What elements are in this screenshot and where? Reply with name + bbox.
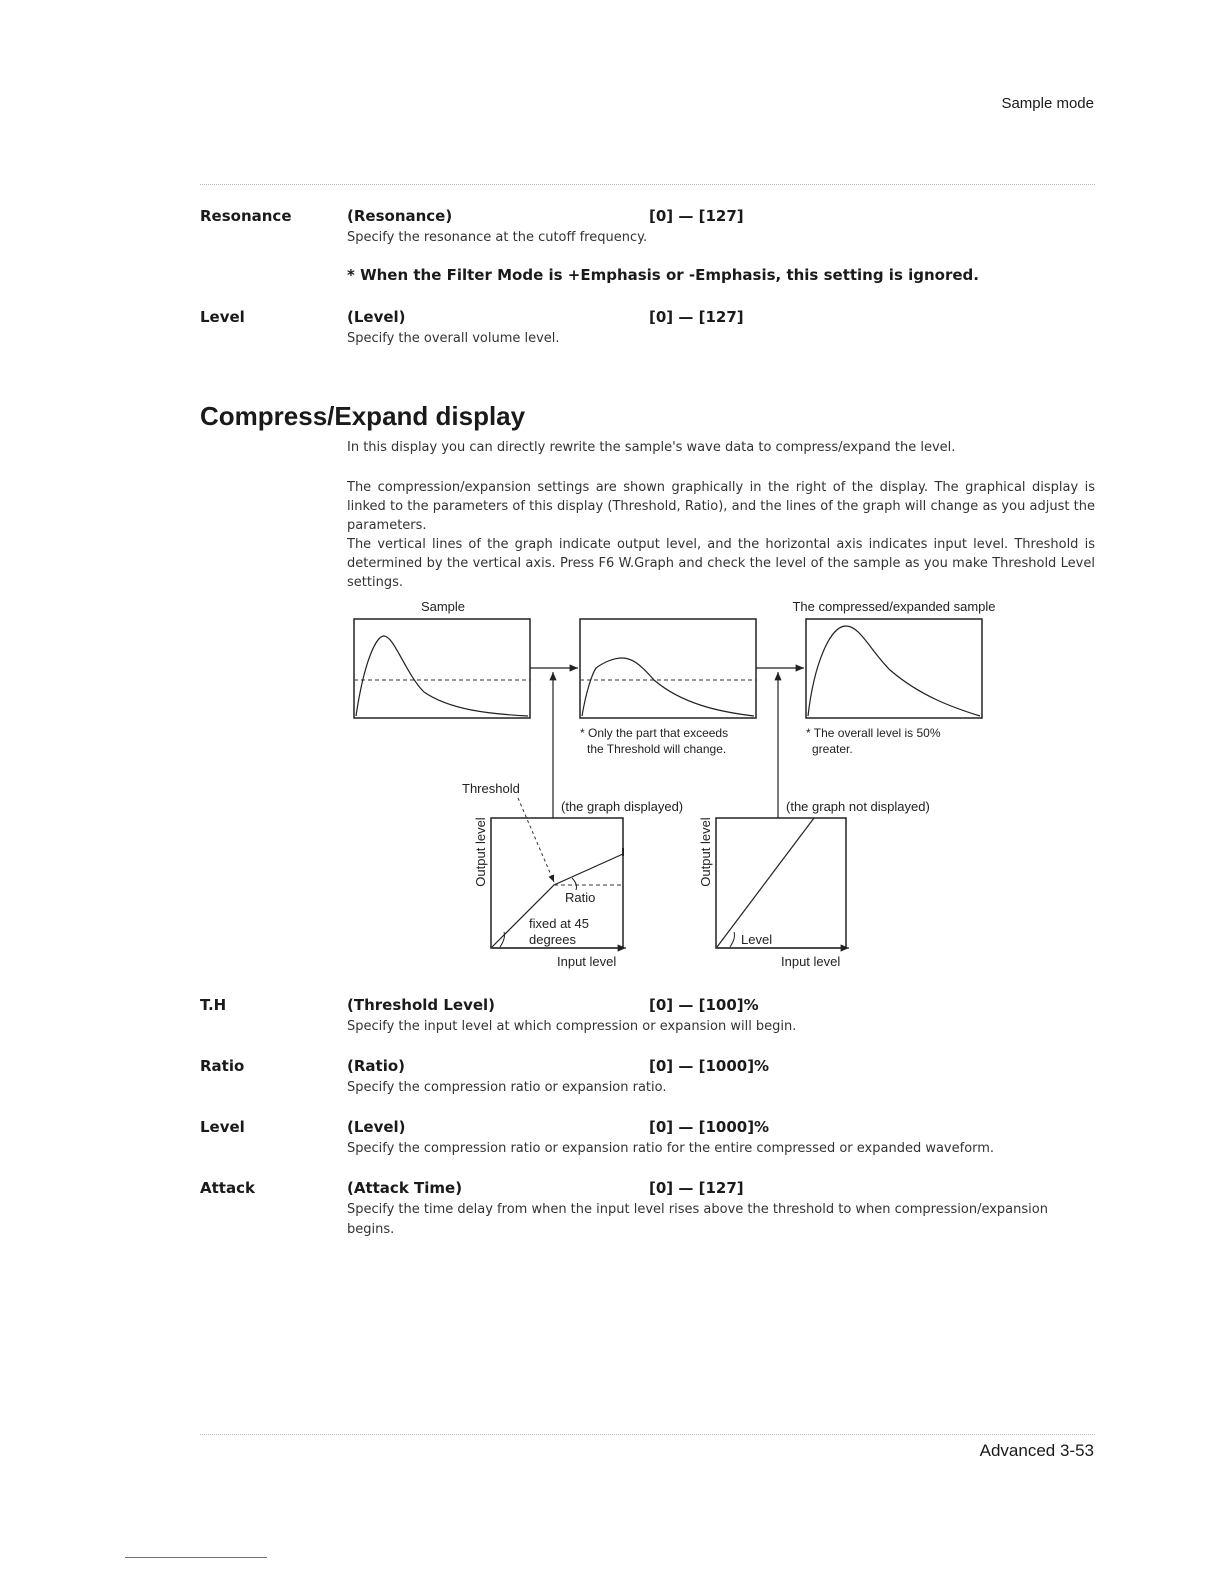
label-threshold: Threshold xyxy=(462,781,520,796)
fixed-angle-arc xyxy=(500,932,505,947)
label-input-level: Input level xyxy=(781,954,841,969)
note-level: greater. xyxy=(812,742,853,756)
running-header: Sample mode xyxy=(1001,95,1094,112)
param-term: Level xyxy=(200,308,245,326)
note-threshold: the Threshold will change. xyxy=(587,742,727,756)
sample-box xyxy=(354,619,530,718)
page-number: Advanced 3-53 xyxy=(979,1441,1094,1460)
top-rule xyxy=(200,184,1095,185)
threshold-waveform xyxy=(582,658,754,716)
param-term: T.H xyxy=(200,996,227,1014)
label-fixed: fixed at 45 xyxy=(529,916,589,931)
label-output-level: Output level xyxy=(473,817,488,887)
label-sample: Sample xyxy=(420,599,466,614)
param-name: (Level) xyxy=(347,1118,406,1136)
threshold-result-box xyxy=(580,619,756,718)
param-name: (Resonance) xyxy=(347,207,453,225)
param-name: (Threshold Level) xyxy=(347,996,496,1014)
param-term: Level xyxy=(200,1118,245,1136)
bottom-rule xyxy=(200,1434,1095,1435)
label-ratio: Ratio xyxy=(565,890,596,905)
label-fixed: degrees xyxy=(529,932,576,947)
label-input-level: Input level xyxy=(557,954,617,969)
note-level: * The overall level is 50% xyxy=(806,726,941,740)
param-range: [0] — [100]% xyxy=(649,996,759,1014)
param-desc: Specify the compression ratio or expansion ratio. xyxy=(347,1080,667,1095)
param-desc: Specify the overall volume level. xyxy=(347,331,560,346)
note-threshold: * Only the part that exceeds xyxy=(580,726,729,740)
label-graph-displayed: (the graph displayed) xyxy=(561,799,684,814)
filter-mode-note: * When the Filter Mode is +Emphasis or -Emphasis, this setting is ignored. xyxy=(347,266,979,284)
param-desc: Specify the resonance at the cutoff frequency. xyxy=(347,230,648,245)
param-range: [0] — [127] xyxy=(649,1179,744,1197)
level-angle-arc xyxy=(730,932,735,947)
ratio-angle-arc xyxy=(572,878,577,890)
body-paragraph: The vertical lines of the graph indicate output level, and the horizontal axis indicates input level. Threshold is determined by the vertical axis. Press F6 W.Graph and check the level of the sample as you make Threshold Level settings. xyxy=(347,537,1095,590)
compress-expand-diagram xyxy=(340,592,1020,978)
section-title: Compress/Expand display xyxy=(200,401,526,431)
param-desc: Specify the compression ratio or expansion ratio for the entire compressed or expanded waveform. xyxy=(347,1141,995,1156)
scan-edge-line xyxy=(125,1557,267,1558)
threshold-pointer xyxy=(518,798,554,882)
label-compressed-sample: The compressed/expanded sample xyxy=(792,599,996,614)
param-range: [0] — [127] xyxy=(649,308,744,326)
param-range: [0] — [127] xyxy=(649,207,744,225)
label-graph-not-displayed: (the graph not displayed) xyxy=(786,799,930,814)
param-desc: Specify the time delay from when the input level rises above the threshold to when compression/expansion begins. xyxy=(347,1202,1048,1237)
param-desc: Specify the input level at which compression or expansion will begin. xyxy=(347,1019,797,1034)
sample-waveform xyxy=(356,636,528,716)
param-term: Resonance xyxy=(200,207,292,225)
level-line xyxy=(717,818,814,947)
label-level: Level xyxy=(741,932,773,947)
param-term: Attack xyxy=(200,1179,255,1197)
param-name: (Ratio) xyxy=(347,1057,406,1075)
graph-not-displayed-box xyxy=(716,818,846,948)
body-paragraph: In this display you can directly rewrite the sample's wave data to compress/expand the level. xyxy=(347,440,956,455)
level-waveform xyxy=(808,626,980,716)
param-name: (Level) xyxy=(347,308,406,326)
label-output-level: Output level xyxy=(698,817,713,887)
param-name: (Attack Time) xyxy=(347,1179,463,1197)
param-range: [0] — [1000]% xyxy=(649,1118,770,1136)
body-paragraph: The compression/expansion settings are shown graphically in the right of the display. The graphical display is linked to the parameters of this display (Threshold, Ratio), and the lines of the graph will change as you adjust the parameters. xyxy=(347,480,1095,533)
param-range: [0] — [1000]% xyxy=(649,1057,770,1075)
param-term: Ratio xyxy=(200,1057,245,1075)
